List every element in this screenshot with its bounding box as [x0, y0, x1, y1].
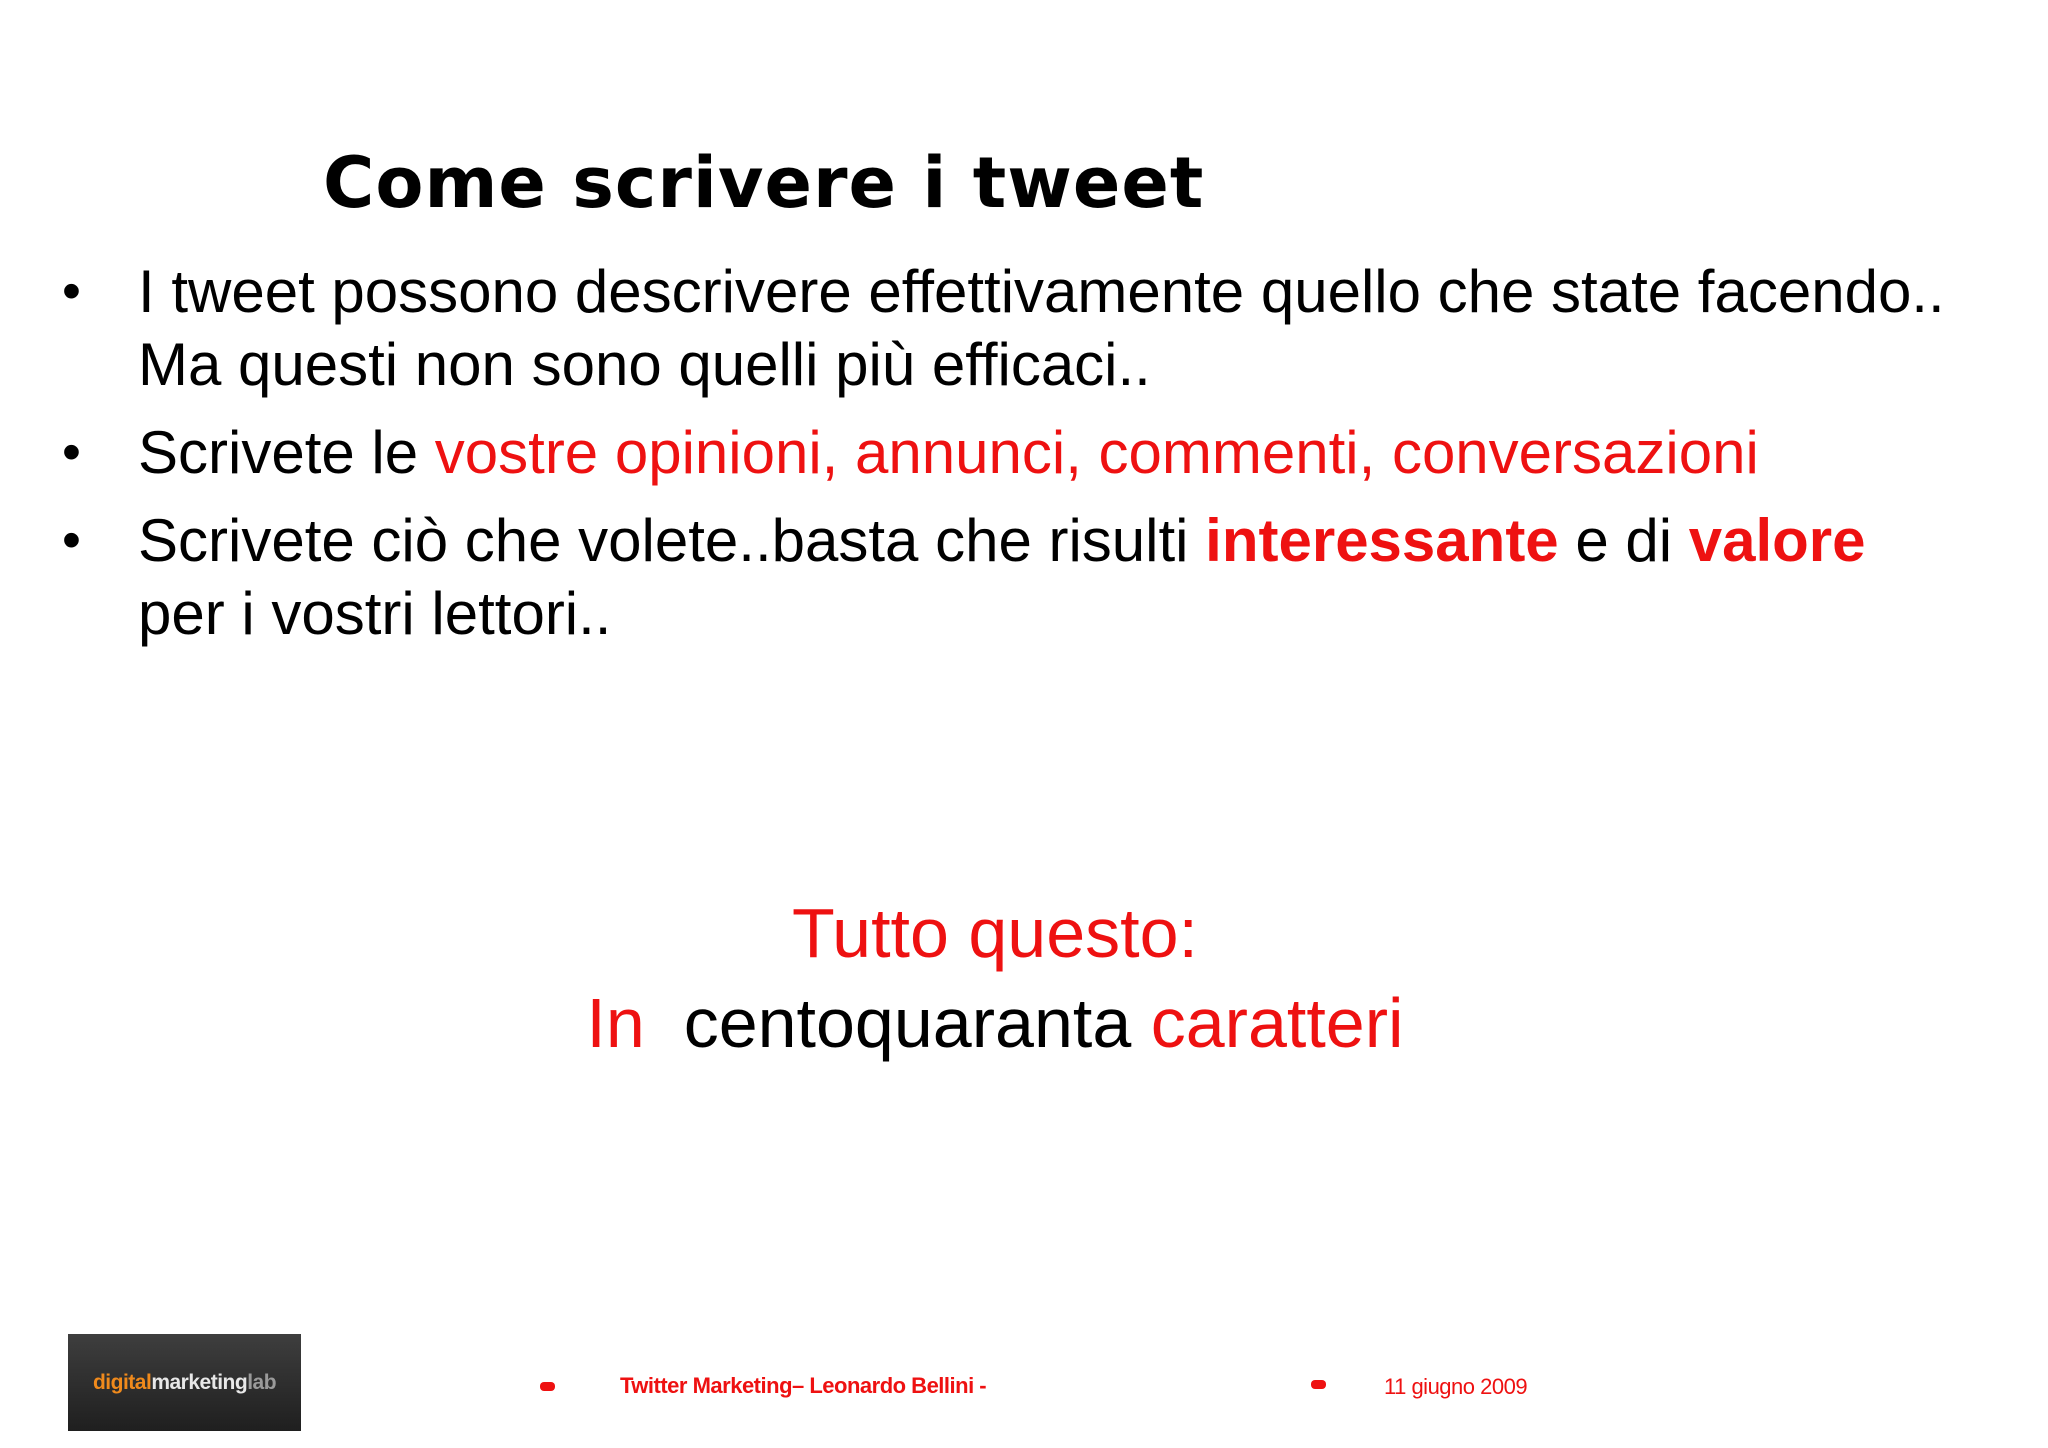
logo-text-digital: digital [92, 1370, 152, 1394]
bullet-highlight: interessante [1205, 507, 1559, 574]
tagline-line-2 [0, 978, 1990, 1068]
tagline-word-chars: caratteri [1150, 984, 1404, 1062]
bullet-item [62, 255, 1962, 401]
bullet-icon: • [62, 510, 81, 570]
bullet-text: e di [1558, 507, 1689, 574]
footer-title: Twitter Marketing– Leonardo Bellini - [620, 1373, 987, 1398]
footer-marker-icon [1311, 1380, 1326, 1389]
slide-title: Come scrivere i tweet [323, 142, 1205, 224]
digitalmarketinglab-logo [68, 1334, 301, 1431]
bullet-highlight: valore [1688, 507, 1866, 574]
footer-marker-icon [540, 1382, 555, 1391]
tagline-word-in: In [586, 984, 645, 1062]
bullet-icon: • [62, 422, 81, 482]
bullet-highlight: vostre opinioni, annunci, commenti, conversazioni [434, 419, 1759, 486]
bullet-list [62, 255, 1962, 665]
logo-text-lab: lab [247, 1370, 277, 1394]
tagline-line-1: Tutto questo: [792, 894, 1198, 972]
bullet-text: per i vostri lettori.. [138, 580, 612, 647]
bullet-text: Scrivete ciò che volete..basta che risulti [138, 507, 1206, 574]
bullet-icon: • [62, 261, 81, 321]
bullet-item [62, 504, 1962, 650]
bullet-item [62, 416, 1962, 489]
bullet-text: Scrivete le [138, 419, 435, 486]
tagline-word-count: centoquaranta [683, 984, 1132, 1062]
bullet-text: I tweet possono descrivere effettivamente quello che state facendo.. Ma questi non sono quelli più efficaci.. [138, 258, 1945, 398]
footer-date: 11 giugno 2009 [1384, 1374, 1528, 1399]
logo-text-marketing: marketing [151, 1370, 248, 1394]
